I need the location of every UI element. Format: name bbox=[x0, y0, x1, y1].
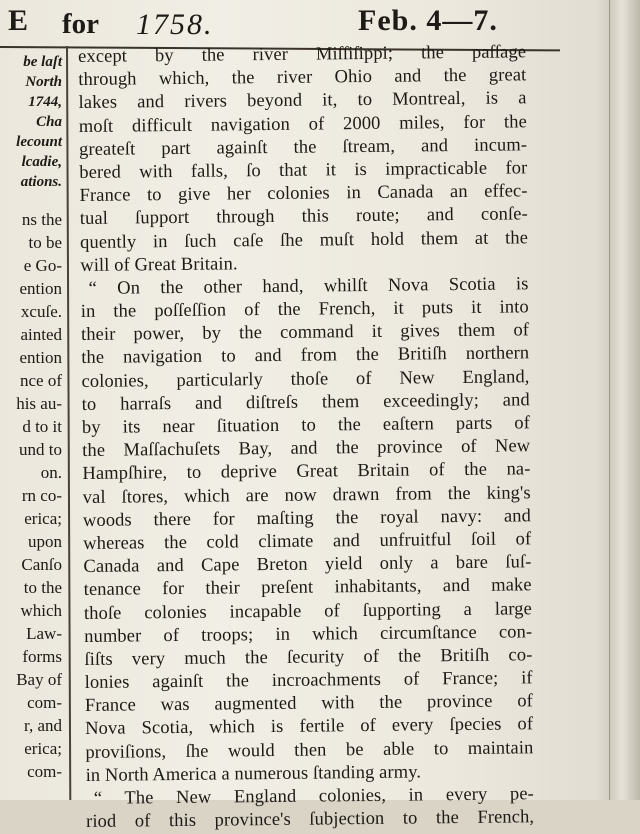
left-line: North bbox=[25, 74, 62, 90]
left-line: und to bbox=[19, 440, 62, 459]
left-line: to the bbox=[23, 578, 62, 597]
text-line: bered with falls, ſo that it is impracticable for bbox=[79, 158, 528, 183]
main-column bbox=[78, 41, 534, 834]
left-line: rn co- bbox=[21, 486, 62, 505]
column-rule bbox=[66, 46, 71, 800]
text-line: the navigation to and from the Britiſh northern bbox=[81, 343, 530, 369]
text-line: colonies, particularly thoſe of New England, bbox=[81, 366, 530, 392]
header-date: Feb. 4—7. bbox=[358, 4, 498, 37]
text-line: woods there for maſting the royal navy: and bbox=[82, 506, 532, 531]
text-line: tual ſupport through this route; and conſe- bbox=[79, 204, 528, 230]
header-for: for bbox=[62, 8, 100, 40]
left-line: ainted bbox=[20, 325, 62, 344]
left-line: e Go- bbox=[23, 256, 62, 275]
text-line: Canada and Cape Breton yield only a bare ſuſ- bbox=[83, 552, 532, 578]
left-line: Canſo bbox=[21, 555, 62, 574]
left-line: ations. bbox=[20, 174, 62, 190]
left-line: ns the bbox=[21, 210, 62, 229]
text-line: tenance for their preſent inhabitants, and make bbox=[83, 575, 532, 601]
left-line: lcadie, bbox=[21, 154, 62, 170]
text-line: ſiſts very much the ſecurity of the Britiſh co- bbox=[84, 645, 533, 670]
text-line: val ſtores, which are now drawn from the king's bbox=[82, 482, 531, 508]
text-line: France to give her colonies in Canada an effec- bbox=[79, 181, 528, 207]
left-line: com- bbox=[27, 762, 62, 781]
left-line: upon bbox=[28, 532, 62, 551]
page-edge bbox=[609, 0, 640, 800]
left-line: erica; bbox=[24, 739, 62, 758]
header-section-letter: E bbox=[8, 4, 30, 37]
text-line: their power, by the command it gives them of bbox=[80, 320, 530, 346]
left-line: ention bbox=[19, 279, 62, 298]
left-line: Cha bbox=[36, 114, 62, 130]
text-line: quently in ſuch caſe ſhe muſt hold them at the bbox=[79, 227, 529, 253]
text-line: lonies againſt the incroachments of France; if bbox=[84, 668, 533, 694]
left-line: erica; bbox=[24, 509, 62, 528]
text-line: “ On the other hand, whilſt Nova Scotia is bbox=[88, 274, 529, 299]
left-line: d to it bbox=[22, 417, 62, 436]
text-line: whereas the cold climate and unfruitful ſoil of bbox=[83, 529, 532, 554]
text-line: riod of this province's ſubjection to the French, bbox=[86, 807, 535, 833]
text-line: will of Great Britain. bbox=[80, 254, 238, 276]
left-line: Law- bbox=[26, 624, 62, 643]
text-line: lakes and rivers beyond it, to Montreal, is a bbox=[78, 88, 527, 114]
text-line: Nova Scotia, which is fertile of every ſpecies of bbox=[85, 714, 534, 740]
header-year: 1758. bbox=[136, 8, 214, 41]
text-line: the Maſſachuſets Bay, and the province of New bbox=[82, 436, 531, 462]
text-line: in North America a numerous ſtanding army. bbox=[85, 762, 422, 786]
text-line: greateſt part againſt the ſtream, and incum- bbox=[78, 135, 528, 160]
text-line: number of troops; in which circumſtance con- bbox=[84, 621, 533, 647]
left-line: his au- bbox=[16, 394, 62, 413]
left-line: r, and bbox=[23, 716, 62, 735]
left-line: to be bbox=[28, 233, 62, 252]
text-line: Hampſhire, to deprive Great Britain of the na- bbox=[82, 459, 531, 485]
left-line: 1744, bbox=[28, 94, 62, 110]
text-line: France was augmented with the province of bbox=[84, 691, 533, 717]
text-line: except by the river Miſſiſippi; the paſſage bbox=[78, 42, 527, 67]
left-line: xcuſe. bbox=[20, 302, 62, 321]
left-line: nce of bbox=[19, 371, 62, 390]
page-fold-shadow bbox=[596, 0, 610, 800]
text-line: “ The New England colonies, in every pe- bbox=[93, 784, 534, 809]
left-line: forms bbox=[22, 647, 62, 666]
left-line: lecount bbox=[16, 134, 62, 150]
text-line: proviſions, ſhe would then be able to maintain bbox=[85, 737, 534, 763]
left-line: ention bbox=[19, 348, 62, 367]
left-line: Bay of bbox=[16, 670, 62, 689]
left-line: com- bbox=[27, 693, 62, 712]
text-line: to harraſs and diſtreſs them exceedingly; and bbox=[81, 390, 530, 415]
left-line: on. bbox=[40, 463, 62, 482]
left-column-fragment bbox=[0, 52, 64, 783]
left-line: be laſt bbox=[23, 54, 62, 70]
text-line: thoſe colonies incapable of ſupporting a large bbox=[83, 598, 533, 624]
left-line: which bbox=[20, 601, 62, 620]
text-line: moſt difficult navigation of 2000 miles, for the bbox=[78, 111, 527, 137]
text-line: through which, the river Ohio and the great bbox=[78, 65, 527, 91]
text-line: by its near ſituation to the eaſtern parts of bbox=[81, 413, 531, 438]
text-line: in the poſſeſſion of the French, it puts it into bbox=[80, 297, 529, 323]
